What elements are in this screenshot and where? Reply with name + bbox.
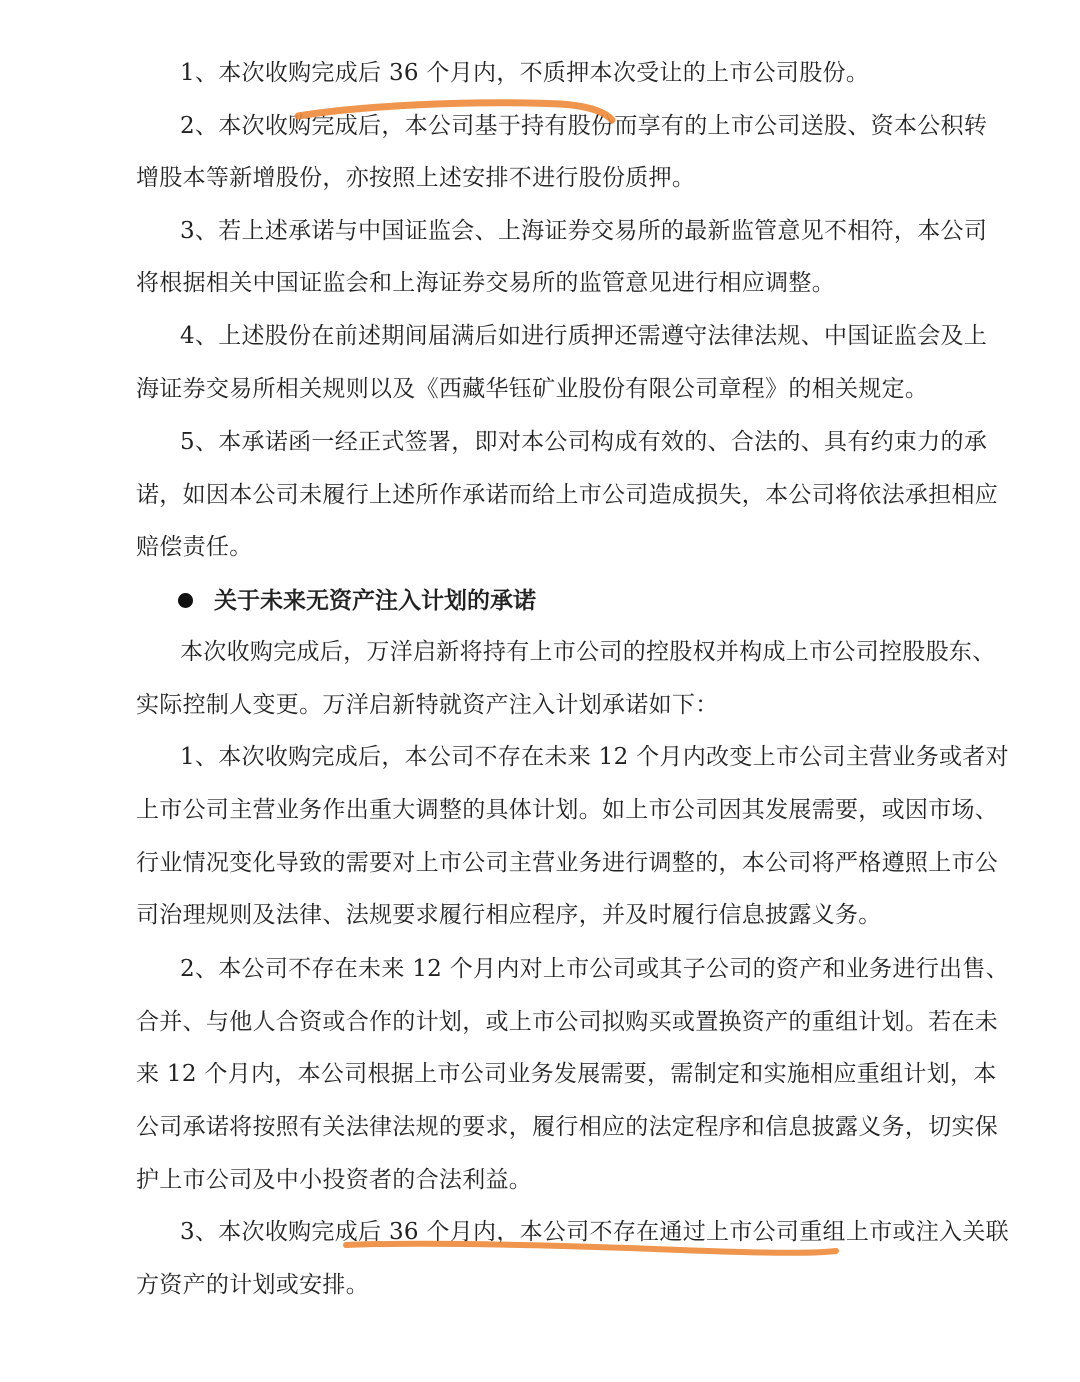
text-line: 将根据相关中国证监会和上海证券交易所的监管意见进行相应调整。 xyxy=(136,270,835,296)
text-line: 行业情况变化导致的需要对上市公司主营业务进行调整的，本公司将严格遵照上市公 xyxy=(136,850,999,876)
text-line: 2、本次收购完成后，本公司基于持有股份而享有的上市公司送股、资本公积转 xyxy=(180,113,988,139)
text-line: 方资产的计划或安排。 xyxy=(136,1272,369,1298)
text-line: 诺，如因本公司未履行上述所作承诺而给上市公司造成损失，本公司将依法承担相应 xyxy=(136,482,999,508)
text-line: 3、本次收购完成后 36 个月内，本公司不存在通过上市公司重组上市或注入关联 xyxy=(180,1219,1009,1245)
text-line: 1、本次收购完成后，本公司不存在未来 12 个月内改变上市公司主营业务或者对 xyxy=(180,744,1009,770)
text-line: 2、本公司不存在未来 12 个月内对上市公司或其子公司的资产和业务进行出售、 xyxy=(180,956,1009,982)
text-line: 3、若上述承诺与中国证监会、上海证券交易所的最新监管意见不相符，本公司 xyxy=(180,218,988,244)
text-line: 赔偿责任。 xyxy=(136,534,253,560)
text-line: 海证券交易所相关规则以及《西藏华钰矿业股份有限公司章程》的相关规定。 xyxy=(136,376,929,402)
text-line: 1、本次收购完成后 36 个月内，不质押本次受让的上市公司股份。 xyxy=(180,60,870,86)
bullet-icon xyxy=(178,593,193,608)
text-line: 来 12 个月内，本公司根据上市公司业务发展需要，需制定和实施相应重组计划，本 xyxy=(136,1061,997,1087)
text-line: 司治理规则及法律、法规要求履行相应程序，并及时履行信息披露义务。 xyxy=(136,902,882,928)
text-line: 4、上述股份在前述期间届满后如进行质押还需遵守法律法规、中国证监会及上 xyxy=(180,323,988,349)
text-line: 护上市公司及中小投资者的合法利益。 xyxy=(136,1167,533,1193)
text-line: 5、本承诺函一经正式签署，即对本公司构成有效的、合法的、具有约束力的承 xyxy=(180,429,988,455)
section-heading xyxy=(178,586,878,616)
text-line: 公司承诺将按照有关法律法规的要求，履行相应的法定程序和信息披露义务，切实保 xyxy=(136,1114,999,1140)
text-line: 合并、与他人合资或合作的计划，或上市公司拟购买或置换资产的重组计划。若在未 xyxy=(136,1009,999,1035)
section-heading-text: 关于未来无资产注入计划的承诺 xyxy=(214,588,536,614)
text-line: 上市公司主营业务作出重大调整的具体计划。如上市公司因其发展需要，或因市场、 xyxy=(136,797,999,823)
text-line: 本次收购完成后，万洋启新将持有上市公司的控股权并构成上市公司控股股东、 xyxy=(180,639,996,665)
text-line: 实际控制人变更。万洋启新特就资产注入计划承诺如下： xyxy=(136,692,719,718)
text-line: 增股本等新增股份，亦按照上述安排不进行股份质押。 xyxy=(136,165,696,191)
